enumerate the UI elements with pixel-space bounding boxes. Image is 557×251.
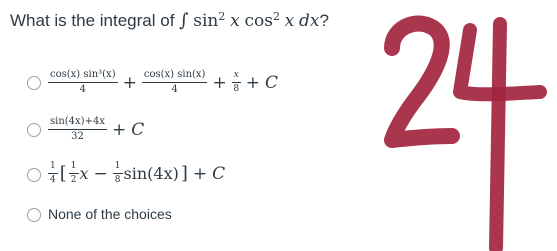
- question-mark: ?: [319, 11, 329, 30]
- var-x-1: x: [230, 11, 240, 31]
- frac-denominator: 2: [70, 175, 77, 185]
- frac-denominator: 32: [71, 131, 84, 142]
- frac-denominator: 4: [79, 84, 86, 95]
- constant-c: C: [131, 119, 145, 140]
- sin-exponent: 2: [218, 10, 226, 23]
- handwritten-24-strokes: [392, 24, 540, 248]
- var-x-2: x: [284, 11, 295, 31]
- right-bracket: ]: [180, 163, 188, 184]
- option-4-label: None of the choices: [48, 206, 172, 222]
- frac-denominator: 8: [233, 84, 240, 94]
- frac-numerator: x: [232, 71, 241, 83]
- frac-numerator: sin(4x)+4x: [48, 117, 107, 130]
- frac-numerator: 1: [48, 162, 58, 174]
- plus-sign: +: [192, 163, 208, 184]
- constant-c: C: [212, 163, 226, 184]
- plus-sign: +: [122, 72, 137, 93]
- left-bracket: [: [59, 163, 67, 184]
- sin-term: sin(4x): [123, 164, 179, 183]
- plus-sign: +: [111, 119, 127, 140]
- differential-dx: dx: [299, 11, 320, 31]
- frac-numerator: cos(x) sin³(x): [48, 70, 118, 83]
- frac-numerator: cos(x) sin(x): [142, 70, 208, 83]
- frac-numerator: 1: [69, 162, 79, 174]
- minus-sign: −: [93, 163, 108, 184]
- sin-fn: sin: [193, 11, 219, 31]
- cos-exponent: 2: [272, 10, 280, 23]
- frac-denominator: 4: [50, 175, 56, 185]
- frac-denominator: 8: [114, 175, 121, 185]
- cos-fn: cos: [244, 11, 273, 31]
- frac-numerator: 1: [113, 162, 123, 174]
- frac-denominator: 4: [171, 84, 178, 95]
- constant-c: C: [265, 72, 279, 93]
- plus-sign: +: [245, 72, 261, 93]
- integral-sign: ∫: [179, 10, 189, 31]
- plus-sign: +: [212, 72, 227, 93]
- var-x: x: [79, 164, 89, 183]
- question-prefix: What is the integral of: [10, 11, 180, 30]
